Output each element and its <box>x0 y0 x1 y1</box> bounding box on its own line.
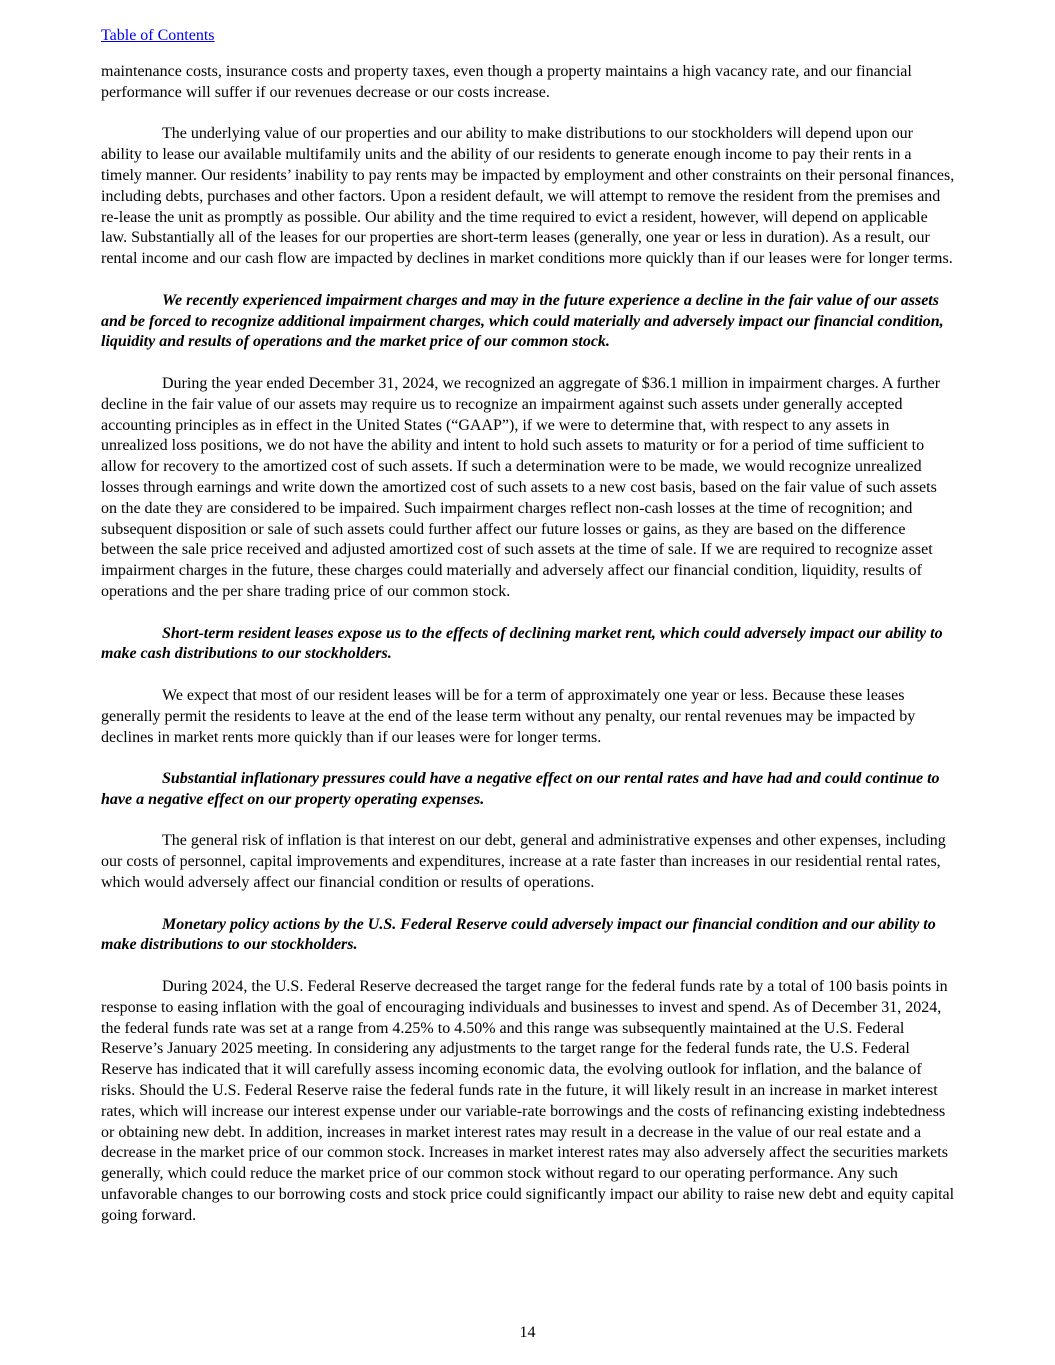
paragraph-lease-ability: The underlying value of our properties and our ability to make distributions to our stockholders will depend upon our ability to lease our available multifamily units and the ability of our residents to generate enough income to pay their rents in a timely manner. Our residents’ inability to pay rents may be impacted by employment and other constraints on their personal finances, including debts, purchases and other factors. Upon a resident default, we will attempt to remove the resident from the premises and re-lease the unit as promptly as possible. Our ability and the time required to evict a resident, however, will depend on applicable law. Substantially all of the leases for our properties are short-term leases (generally, one year or less in duration). As a result, our rental income and our cash flow are impacted by declines in market conditions more quickly than if our leases were for longer terms. <box>101 125 955 268</box>
paragraph-inflation: The general risk of inflation is that interest on our debt, general and administrative expenses and other expenses, including our costs of personnel, capital improvements and expenditures, increase at a rate faster than increases in our residential rental rates, which would adversely affect our financial condition or results of operations. <box>101 832 946 892</box>
heading-monetary-policy: Monetary policy actions by the U.S. Federal Reserve could adversely impact our financial condition and our ability to make distributions to our stockholders. <box>101 915 936 954</box>
heading-inflation: Substantial inflationary pressures could have a negative effect on our rental rates and have had and could continue to have a negative effect on our property operating expenses. <box>101 770 940 808</box>
page-number: 14 <box>519 1324 536 1341</box>
table-of-contents-link[interactable]: Table of Contents <box>101 27 215 44</box>
heading-short-term-leases: Short-term resident leases expose us to the effects of declining market rent, which could adversely impact our ability to make cash distributions to our stockholders. <box>101 624 943 663</box>
heading-impairment-charges: We recently experienced impairment charges and may in the future experience a decline in the fair value of our assets and be forced to recognize additional impairment charges, which could materially and adversely impact our financial condition, liquidity and results of operations and the market price of our common stock. <box>101 291 944 351</box>
document-page <box>101 26 956 1247</box>
paragraph-impairment-details: During the year ended December 31, 2024, we recognized an aggregate of $36.1 million in impairment charges. A further decline in the fair value of our assets may require us to recognize an impairment against such assets under generally accepted accounting principles as in effect in the United States (“GAAP”), if we were to determine that, with respect to any assets in unrealized loss positions, we do not have the ability and intent to hold such assets to maturity or for a period of time sufficient to allow for recovery to the amortized cost of such assets. If such a determination were to be made, we would recognize unrealized losses through earnings and write down the amortized cost of such assets to a new cost basis, based on the fair value of such assets on the date they are considered to be impaired. Such impairment charges reflect non-cash losses at the time of recognition; and subsequent disposition or sale of such assets could further affect our future losses or gains, as they are based on the difference between the sale price received and adjusted amortized cost of such assets at the time of sale. If we are required to recognize asset impairment charges in the future, these charges could materially and adversely affect our financial condition, liquidity, results of operations and the per share trading price of our common stock. <box>101 374 941 600</box>
paragraph-monetary-policy: During 2024, the U.S. Federal Reserve decreased the target range for the federal funds rate by a total of 100 basis points in response to easing inflation with the goal of encouraging individuals and businesses to invest and spend. As of December 31, 2024, the federal funds rate was set at a range from 4.25% to 4.50% and this range was subsequently maintained at the U.S. Federal Reserve’s January 2025 meeting. In considering any adjustments to the target range for the federal funds rate, the U.S. Federal Reserve has indicated that it will carefully assess incoming economic data, the evolving outlook for inflation, and the balance of risks. Should the U.S. Federal Reserve raise the federal funds rate in the future, it will likely result in an increase in market interest rates, which will increase our interest expense under our variable-rate borrowings and the costs of refinancing existing indebtedness or obtaining new debt. In addition, increases in market interest rates may result in a decrease in the value of our real estate and a decrease in the market price of our common stock. Increases in market interest rates may also adversely affect the securities markets generally, which could reduce the market price of our common stock without regard to our operating performance. Any such unfavorable changes to our borrowing costs and stock price could significantly impact our ability to raise new debt and equity capital going forward. <box>101 978 955 1224</box>
paragraph-vacancy-costs: maintenance costs, insurance costs and property taxes, even though a property maintains a high vacancy rate, and our financial performance will suffer if our revenues decrease or our costs increase. <box>101 63 912 101</box>
paragraph-short-term-leases: We expect that most of our resident leases will be for a term of approximately one year or less. Because these leases generally permit the residents to leave at the end of the lease term without any penalty, our rental revenues may be impacted by declines in market rents more quickly than if our leases were for longer terms. <box>101 686 916 746</box>
